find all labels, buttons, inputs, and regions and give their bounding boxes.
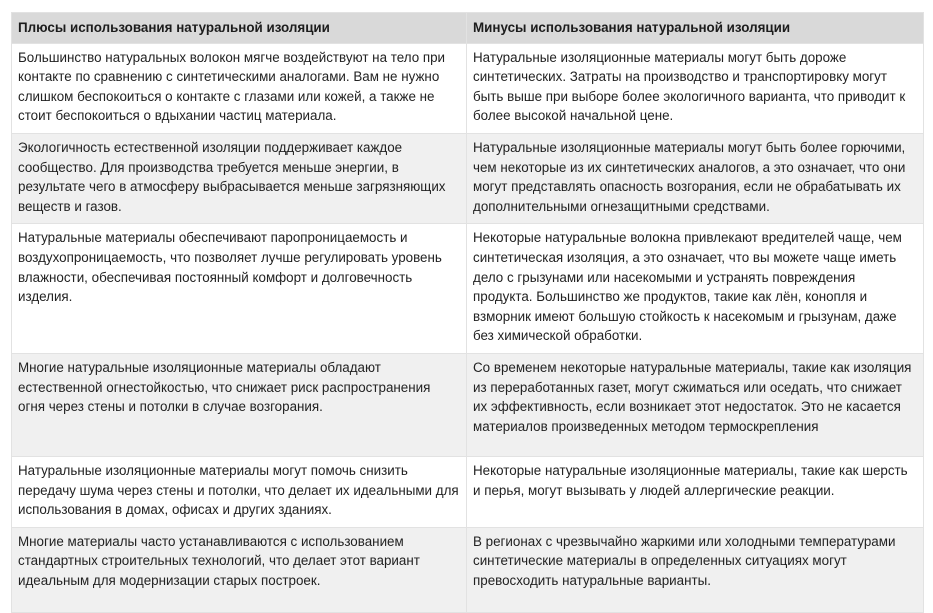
pro-cell: Большинство натуральных волокон мягче воздействуют на тело при контакте по сравнению с синтетическими аналогами. Вам не нужно слишком беспокоиться о контакте с глазами или кожей, а также не стоит беспокоиться о вдыхании частиц материала. (12, 43, 467, 133)
con-cell: Со временем некоторые натуральные материалы, такие как изоляция из переработанных газет, могут сжиматься или оседать, что снижает их эффективность, если возникает этот недостаток. Это не касается материалов произведенных методом термоскрепления (467, 353, 924, 456)
table-row (12, 353, 924, 456)
pro-cell: Экологичность естественной изоляции поддерживает каждое сообщество. Для производства требуется меньше энергии, в результате чего в атмосферу выбрасывается меньше загрязняющих веществ и газов. (12, 133, 467, 223)
table-row (12, 133, 924, 223)
header-cons: Минусы использования натуральной изоляции (467, 13, 924, 44)
pro-cell: Натуральные изоляционные материалы могут помочь снизить передачу шума через стены и потолки, что делает их идеальными для использования в домах, офисах и других зданиях. (12, 456, 467, 527)
header-pros: Плюсы использования натуральной изоляции (12, 13, 467, 44)
table-row (12, 456, 924, 527)
table-row (12, 43, 924, 133)
comparison-table-container (11, 12, 923, 613)
con-cell: Натуральные изоляционные материалы могут быть дороже синтетических. Затраты на производство и транспортировку могут быть выше при выборе более экологичного варианта, что приводит к более высокой начальной цене. (467, 43, 924, 133)
con-cell: Натуральные изоляционные материалы могут быть более горючими, чем некоторые из их синтетических аналогов, а это означает, что они могут представлять опасность возгорания, если не обрабатывать их дополнительными огнезащитными средствами. (467, 133, 924, 223)
pro-cell: Многие материалы часто устанавливаются с использованием стандартных строительных технологий, что делает этот вариант идеальным для модернизации старых построек. (12, 527, 467, 612)
con-cell: Некоторые натуральные волокна привлекают вредителей чаще, чем синтетическая изоляция, а это означает, что вы можете чаще иметь дело с грызунами или насекомыми и устранять повреждения продукта. Большинство же продуктов, такие как лён, конопля и взморник имеют большую стойкость к насекомым и грызунам, даже без химической обработки. (467, 224, 924, 354)
pro-cell: Натуральные материалы обеспечивают паропроницаемость и воздухопроницаемость, что позволяет лучше регулировать уровень влажности, обеспечивая постоянный комфорт и долговечность изделия. (12, 224, 467, 354)
table-row (12, 224, 924, 354)
pro-cell: Многие натуральные изоляционные материалы обладают естественной огнестойкостью, что снижает риск распространения огня через стены и потолки в случае возгорания. (12, 353, 467, 456)
table-row (12, 527, 924, 612)
con-cell: Некоторые натуральные изоляционные материалы, такие как шерсть и перья, могут вызывать у людей аллергические реакции. (467, 456, 924, 527)
con-cell: В регионах с чрезвычайно жаркими или холодными температурами синтетические материалы в определенных ситуациях могут превосходить натуральные варианты. (467, 527, 924, 612)
pros-cons-table (11, 12, 924, 613)
table-header-row (12, 13, 924, 44)
